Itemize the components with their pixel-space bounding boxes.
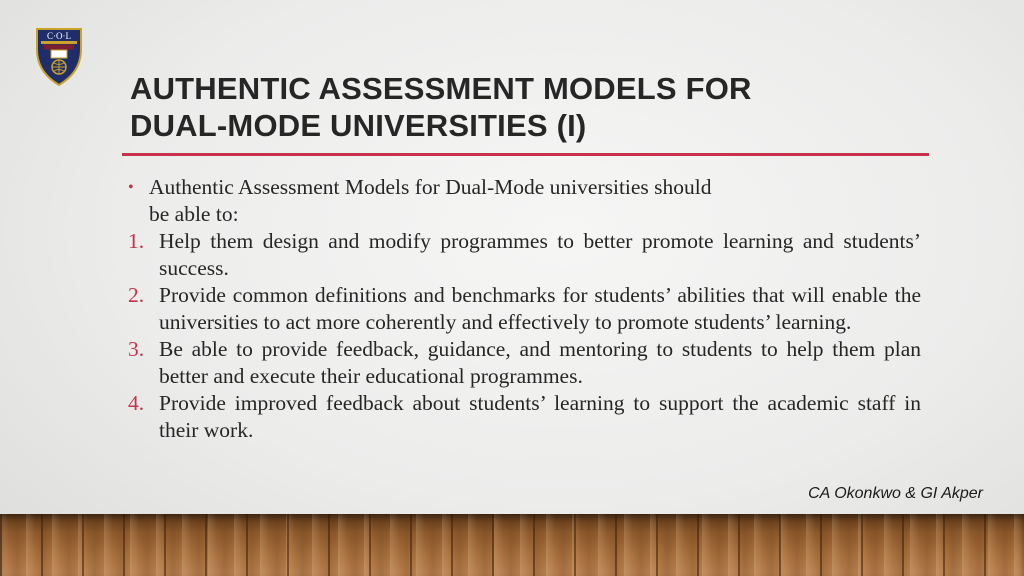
list-item-text: Help them design and modify programmes to better promote learning and students’ success. — [159, 229, 921, 280]
list-item-text: Be able to provide feedback, guidance, and mentoring to students to help them plan better and execute their educational programmes. — [159, 337, 921, 388]
list-item — [128, 336, 921, 390]
slide-title-line-2: DUAL-MODE UNIVERSITIES (I) — [130, 108, 587, 143]
list-item — [128, 282, 921, 336]
wood-floor-decoration — [0, 514, 1024, 576]
list-item-text: Provide common definitions and benchmarks for students’ abilities that will enable the universities to act more coherently and effectively to promote students’ learning. — [159, 283, 921, 334]
col-logo — [35, 27, 83, 87]
slide-body — [128, 174, 921, 444]
slide-title-line-1: AUTHENTIC ASSESSMENT MODELS FOR — [130, 71, 752, 106]
intro-text-line-2: be able to: — [149, 202, 239, 226]
list-item — [128, 390, 921, 444]
intro-text-line-1: Authentic Assessment Models for Dual-Mode universities should — [149, 175, 712, 199]
author-credit: CA Okonkwo & GI Akper — [808, 485, 983, 502]
title-divider — [122, 153, 929, 156]
svg-text:C·O·L: C·O·L — [47, 31, 71, 41]
numbered-list — [128, 228, 921, 444]
bullet-marker: • — [128, 179, 134, 196]
list-number: 4. — [128, 391, 145, 415]
list-number: 2. — [128, 283, 145, 307]
list-number: 3. — [128, 337, 145, 361]
list-item — [128, 228, 921, 282]
intro-bullet-item — [128, 174, 921, 228]
list-number: 1. — [128, 229, 145, 253]
list-item-text: Provide improved feedback about students’ learning to support the academic staff in their work. — [159, 391, 921, 442]
slide-title — [130, 70, 950, 144]
